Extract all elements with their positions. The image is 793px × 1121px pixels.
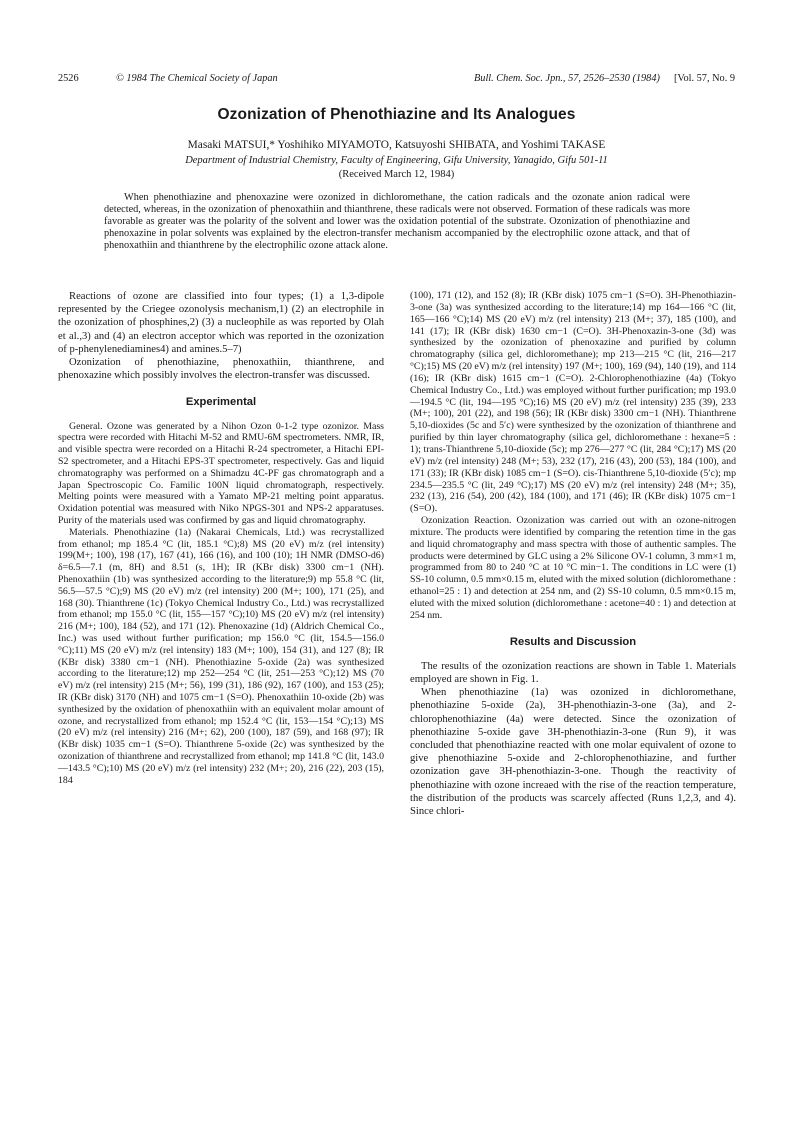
society-copyright: © 1984 The Chemical Society of Japan <box>116 73 278 84</box>
section-heading-experimental: Experimental <box>185 396 257 409</box>
section-heading-results: Results and Discussion <box>509 635 637 648</box>
paragraph-general: General. Ozone was generated by a Nihon Ozon 0-1-2 type ozonizor. Mass spectra were recorded with Hitachi M-52 and RMU-6M spectrometers. NMR, IR, and visible spectra were recorded on a Hitachi R-24 spectrometer, a Hitachi EPI-S2 spectrometer, and a Hitachi EPS-3T spectrometer, respectively. Gas and liquid chromatography was performed on a Shimadzu 4C-PF gas chromatograph and a Japan Spectroscopic Co. Familic 100N liquid chromatograph, respectively. Melting points were measured with a Yamato MP-21 melting point apparatus. Oxidation potential was measured with Niko NPGS-301 and NPS-2 apparatuses. Purity of the materials used was confirmed by gas and liquid chromatography. <box>58 420 384 526</box>
intro-paragraph: Ozonization of phenothiazine, phenoxathiin, thianthrene, and phenoxazine which possibly involves the electron-transfer was discussed. <box>58 357 384 382</box>
experimental-text-continued <box>410 290 736 622</box>
results-paragraph: When phenothiazine (1a) was ozonized in dichloromethane, phenothiazine 5-oxide (2a), 3H-phenothiazin-3-one (3a), and 2-chlorophenothiazine (4a) were detected. Since the ozonization of phenothiazine 5-oxide gave 3H-phenothiazin-3-one (Run 9), it was concluded that phenothiazine reacted with one molar equivalent of ozone to give phenothiazine 5-oxide and 2-chlorophenothiazine, and further ozonization gave 3H-phenothiazin-3-one. Though the reactivity of phenothiazine with ozone increaed with the rise of the reaction temperature, the distribution of the products was scarcely affected (Runs 1,2,3, and 4). Since chlori- <box>410 687 736 818</box>
running-header <box>58 73 735 89</box>
results-text <box>410 660 736 818</box>
paragraph-materials: Materials. Phenothiazine (1a) (Nakarai Chemicals, Ltd.) was recrystallized from ethanol; mp 185.4 °C (lit, 185.1 °C);8) MS (20 eV) m/z (rel intensity) 199(M+; 100), 198 (17), 167 (41), 166 (16), and 100 (10); 1H NMR (DMSO-d6) δ=6.5—7.1 (m, 8H) and 8.51 (s, 1H); IR (KBr disk) 3300 cm−1 (NH). Phenoxathiin (1b) was synthesized according to the literature;9) mp 55.8 °C (lit, 56.5—57.5 °C);9) MS (20 eV) m/z (rel intensity) 200 (M+; 100), 171 (25), and 168 (30). Thianthrene (1c) (Tokyo Chemical Industry Co., Ltd.) was recrystallized from ethanol; mp 155.0 °C (lit, 155—157 °C);10) MS (20 eV) m/z (rel intensity) 216 (M+; 100), 184 (52), and 171 (12). Phenoxazine (1d) (Aldrich Chemical Co., Inc.) was used without further purification; mp 156.0 °C (lit, 154.5—156.0 °C);11) MS (20 eV) m/z (rel intensity) 183 (M+; 100), 154 (31), and 127 (8); IR (KBr disk) 3380 cm−1 (NH). Phenothiazine 5-oxide (2a) was synthesized according to the literature;12) mp 252—254 °C (lit, 251—253 °C);12) MS (70 eV) m/z (rel intensity) 215 (M+; 56), 199 (31), 186 (92), 167 (100), and 153 (25); IR (KBr disk) 3170 (NH) and 1075 cm−1 (S=O). Phenoxathiin 10-oxide (2b) was synthesized by the oxidation of phenoxathiin with an equivalent molar amount of ozone, and recrystallized from ethanol; mp 152.4 °C (lit, 153—154 °C);13) MS (20 eV) m/z (rel intensity) 216 (M+; 62), 200 (100), 187 (59), and 168 (97); IR (KBr disk) 1035 cm−1 (S=O). Thianthrene 5-oxide (2c) was synthesized by the ozonization of thianthrene and recrystallized from ethanol; mp 141.8 °C (lit, 143.0—143.5 °C);10) MS (20 eV) m/z (rel intensity) 232 (M+; 20), 216 (22), 203 (15), 184 <box>58 526 384 786</box>
volume-number: [Vol. 57, No. 9 <box>673 73 735 84</box>
page-number: 2526 <box>58 73 79 84</box>
results-paragraph: The results of the ozonization reactions are shown in Table 1. Materials employed are shown in Fig. 1. <box>410 660 736 686</box>
author-list: Masaki MATSUI,* Yoshihiko MIYAMOTO, Katsuyoshi SHIBATA, and Yoshimi TAKASE <box>187 139 606 151</box>
received-date: (Received March 12, 1984) <box>338 169 455 180</box>
paragraph-materials-continued: (100), 171 (12), and 152 (8); IR (KBr disk) 1075 cm−1 (S=O). 3H-Phenothiazin-3-one (3a) was synthesized according to the literature;14) mp 164—166 °C (lit, 165—166 °C);14) MS (20 eV) m/z (rel intensity) 213 (M+; 37), 185 (100), and 141 (17); IR (KBr disk) 1630 cm−1 (C=O). 3H-Phenoxazin-3-one (3d) was synthesized by the ozonization of phenoxazine and purified by column chromatography (silica gel, dichloromethane); mp 213—215 °C (lit, 216—217 °C);15) MS (20 eV) m/z (rel intensity) 197 (M+; 100), 169 (94), 140 (19), and 114 (16); IR (KBr disk) 1615 cm−1 (C=O). 2-Chlorophenothiazine (4a) (Tokyo Chemical Industry Co., Ltd.) was employed without further purification; mp 193.0—194.5 °C (lit, 194—195 °C);16) MS (20 eV) m/z (rel intensity) 235 (39), 233 (M+; 100), 201 (22), and 198 (56); IR (KBr disk) 3300 cm−1 (NH). Thianthrene 5,10-dioxides (5c and 5′c) were synthesized by the ozonization of thianthrene and purified by thin layer chromatography (silica gel, dichloromethane : hexane=5 : 1); trans-Thianthrene 5,10-dioxide (5c); mp 276—277 °C (lit, 284 °C);17) MS (20 eV) m/z (rel intensity) 248 (M+; 53), 232 (17), 216 (43), 200 (53), 184 (100), and 171 (33); IR (KBr disk) 1085 cm−1 (S=O). cis-Thianthrene 5,10-dioxide (5′c); mp 234.5—235.5 °C (lit, 249 °C);17) MS (20 eV) m/z (rel intensity) 248 (M+; 35), 232 (13), 216 (54), 200 (42), 184 (100), and 171 (46); IR (KBr disk) 1075 cm−1 (S=O). <box>410 290 736 515</box>
paper-title: Ozonization of Phenothiazine and Its Analogues <box>217 106 576 123</box>
abstract-text: When phenothiazine and phenoxazine were ozonized in dichloromethane, the cation radicals and the ozonate anion radical were detected, whereas, in the ozonization of phenoxathiin and thianthrene, these radicals were not observed. Formation of these radicals was more favorable as greater was the polarity of the solvent and lower was the oxidation potential of the substrate. Ozonization of phenothiazine and phenoxazine in polar solvents was explained by the electron-transfer mechanism accompanied by the electrophilic ozone attack, and that of phenoxathiin and thianthrene by the electrophilic ozone attack alone. <box>104 192 690 251</box>
experimental-text <box>58 421 384 787</box>
abstract <box>104 192 690 252</box>
journal-citation: Bull. Chem. Soc. Jpn., 57, 2526–2530 (1984) <box>474 73 660 84</box>
right-column <box>410 290 736 818</box>
paragraph-ozonization-reaction: Ozonization Reaction. Ozonization was carried out with an ozone-nitrogen mixture. The products were identified by comparing the retention time in the gas and liquid chromatography and mass spectra with those of authentic samples. The products were determined by GLC using a 2% Silicone OV-1 column, 3 mm×1 m, programmed from 80 to 240 °C at 10 °C min−1. The conditions in LC were (1) SS-10 column, 0.5 mm×0.15 m, eluted with the mixed solution (dichloromethane : ethanol=25 : 1) and detection at 254 nm, and (2) SS-10 column, 0.5 mm×0.15 m, eluted with the mixed solution (dichloromethane : acetone=40 : 1) and detection at 254 nm. <box>410 515 736 621</box>
left-column <box>58 290 384 786</box>
affiliation: Department of Industrial Chemistry, Faculty of Engineering, Gifu University, Yanagido, Gifu 501-11 <box>185 155 608 166</box>
intro-paragraph: Reactions of ozone are classified into four types; (1) a 1,3-dipole represented by the Criegee ozonolysis mechanism,1) (2) an electrophile in the ozonization of phosphines,2) (3) a nucleophile as was reported by Olah et al.,3) and (4) an electron acceptor which was reported in the ozonization of p-phenylenediamines4) and amines.5–7) <box>58 291 384 355</box>
